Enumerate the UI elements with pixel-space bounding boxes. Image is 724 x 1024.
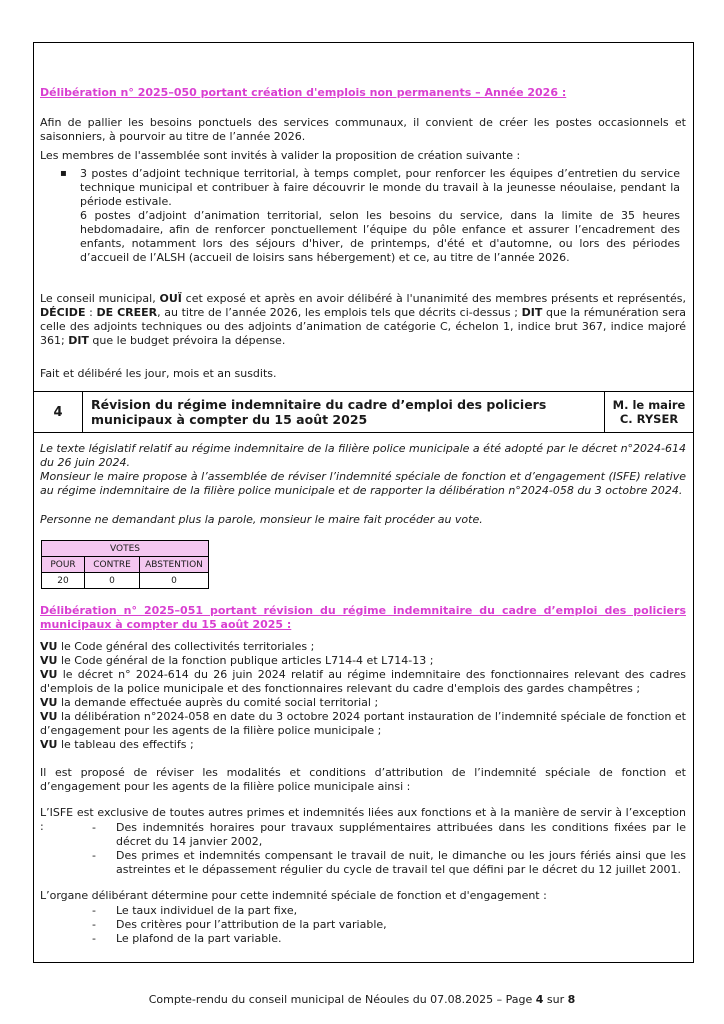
decision-text: Le conseil municipal, [40, 292, 160, 305]
vu-keyword: VU [40, 696, 58, 709]
decision-text: que le budget prévoira la dépense. [88, 334, 286, 347]
presenter-name: C. RYSER [619, 412, 679, 426]
criteria-text: Le plafond de la part variable. [116, 932, 282, 945]
bullet-2-text: 6 postes d’adjoint d’animation territorial, selon les besoins du service, dans la limite de 35 heures hebdomadaire, afin de renforcer ponctuellement l’équipe du pôle enfance et assurer l’encadrement des enfants, notamment lors des séjours d'hiver, de printemps, d'été et d'automne, ou lors des périodes d’accueil de l’ALSH (accueil de loisirs sans hébergement) et ce, au titre de l’année 2026. [80, 209, 680, 264]
bullet-icon: ▪ [60, 168, 67, 179]
dash-icon: - [92, 918, 96, 931]
vu-text: le Code général des collectivités territoriales ; [60, 640, 315, 653]
deliberation-050-paragraph-2: Les membres de l'assemblée sont invités à valider la proposition de création suivante : [40, 149, 521, 162]
exception-1-text: Des indemnités horaires pour travaux supplémentaires attribuées dans les conditions fixées par le décret du 14 janvier 2002, [116, 821, 686, 848]
table-row [42, 541, 209, 557]
votes-header: VOTES [42, 541, 209, 557]
decision-text: , au titre de l’année 2026, les emplois tels que décrits ci-dessus ; [157, 306, 522, 319]
exception-2-text: Des primes et indemnités compensant le travail de nuit, le dimanche ou les jours fériés ainsi que les astreintes et le dépassement régulier du cycle de travail tel que défini par le décret du 12 juillet 2001. [116, 849, 686, 876]
votes-label-pour: POUR [42, 557, 85, 573]
votes-value-contre: 0 [85, 573, 140, 589]
footer-text: Compte-rendu du conseil municipal de Néoules du 07.08.2025 – Page [148, 993, 536, 1006]
criteria-item-3 [92, 932, 616, 946]
vu-text: la délibération n°2024-058 en date du 3 octobre 2024 portant instauration de l’indemnité spéciale de fonction et d’engagement pour les agents de la filière police municipale ; [40, 710, 686, 737]
criteria-item-1 [92, 904, 616, 918]
decision-text: cet exposé et après en avoir délibéré à l'unanimité des membres présents et représentés, [181, 292, 686, 305]
decision-text: que la rémunération sera celle des adjoints techniques ou des adjoints d’animation de catégorie C, échelon 1, indice brut 367, indice majoré 361; [40, 306, 686, 347]
deliberation-051-paragraph-1: Il est proposé de réviser les modalités et conditions d’attribution de l’indemnité spéciale de fonction et d’engagement pour les agents de la filière police municipale ainsi : [40, 766, 686, 793]
vu-list [40, 640, 686, 752]
posts-list [60, 167, 680, 265]
votes-table [41, 540, 209, 589]
list-item [40, 668, 686, 696]
exception-2 [92, 849, 686, 877]
list-item [40, 640, 686, 654]
criteria-text: Des critères pour l’attribution de la part variable, [116, 918, 387, 931]
decision-keyword: OUÏ [159, 292, 182, 305]
list-item [40, 696, 686, 710]
section-presenter [605, 392, 693, 432]
deliberation-050-paragraph-1: Afin de pallier les besoins ponctuels des services communaux, il convient de créer les postes occasionnels et saisonniers, à pourvoir au titre de l’année 2026. [40, 116, 686, 143]
deliberation-051-paragraph-3: L’organe délibérant détermine pour cette indemnité spéciale de fonction et d'engagement : [40, 889, 547, 902]
deliberation-050-closing: Fait et délibéré les jour, mois et an susdits. [40, 367, 277, 380]
dash-icon: - [92, 821, 96, 834]
vu-keyword: VU [40, 668, 58, 681]
page-footer [0, 993, 724, 1006]
deliberation-050-decision [40, 292, 686, 348]
dash-icon: - [92, 849, 96, 862]
list-item [80, 209, 680, 265]
table-row [42, 557, 209, 573]
decision-keyword: DIT [68, 334, 89, 347]
vu-text: le décret n° 2024-614 du 26 juin 2024 relatif au régime indemnitaire des fonctionnaires relevant des cadres d'emplois de la police municipale et des fonctionnaires relevant du cadre d'emplois des gardes champêtres ; [40, 668, 686, 695]
criteria-text: Le taux individuel de la part fixe, [116, 904, 298, 917]
footer-page-total: 8 [567, 993, 576, 1006]
section-4-header [33, 391, 694, 433]
table-row [42, 573, 209, 589]
footer-text: sur [543, 993, 568, 1006]
intro-paragraph-2: Monsieur le maire propose à l’assemblée de réviser l’indemnité spéciale de fonction et d’engagement (ISFE) relative au régime indemnitaire de la filière police municipale et de rapporter la délibération n°2024-058 du 3 octobre 2024. [40, 470, 686, 497]
list-item [60, 167, 680, 209]
vu-text: le Code général de la fonction publique articles L714-4 et L714-13 ; [60, 654, 434, 667]
deliberation-051-heading: Délibération n° 2025–051 portant révision du régime indemnitaire du cadre d’emploi des policiers municipaux à compter du 15 août 2025 : [40, 604, 686, 631]
list-item [40, 654, 686, 668]
deliberation-050-heading: Délibération n° 2025–050 portant création d'emplois non permanents – Année 2026 : [40, 86, 567, 99]
section-title: Révision du régime indemnitaire du cadre d’emploi des policiers municipaux à compter du 15 août 2025 [83, 392, 605, 432]
decision-keyword: DE CREER [96, 306, 158, 319]
presenter-role: M. le maire [612, 398, 686, 412]
section-number: 4 [34, 392, 83, 432]
intro-paragraph-3: Personne ne demandant plus la parole, monsieur le maire fait procéder au vote. [40, 513, 483, 526]
decision-keyword: DIT [521, 306, 543, 319]
votes-label-abstention: ABSTENTION [140, 557, 209, 573]
votes-label-contre: CONTRE [85, 557, 140, 573]
votes-value-pour: 20 [42, 573, 85, 589]
vu-keyword: VU [40, 738, 58, 751]
deliberation-051-paragraph-2: L’ISFE est exclusive de toutes autres primes et indemnités liées aux fonctions et à la manière de servir à l’exception : [40, 806, 686, 833]
list-item [40, 710, 686, 738]
vu-text: le tableau des effectifs ; [60, 738, 194, 751]
bullet-1-text: 3 postes d’adjoint technique territorial, à temps complet, pour renforcer les équipes d’entretien du service technique municipal et contribuer à faire découvrir le monde du travail à la jeunesse néoulaise, pendant la période estivale. [80, 167, 680, 208]
votes-value-abstention: 0 [140, 573, 209, 589]
vu-keyword: VU [40, 710, 58, 723]
vu-text: la demande effectuée auprès du comité social territorial ; [60, 696, 379, 709]
decision-keyword: DÉCIDE [40, 306, 86, 319]
footer-page-number: 4 [535, 993, 544, 1006]
exception-1 [92, 821, 686, 849]
intro-paragraph-1: Le texte législatif relatif au régime indemnitaire de la filière police municipale a été adopté par le décret n°2024-614 du 26 juin 2024. [40, 442, 686, 469]
list-item [40, 738, 686, 752]
dash-icon: - [92, 932, 96, 945]
criteria-item-2 [92, 918, 616, 932]
vu-keyword: VU [40, 640, 58, 653]
dash-icon: - [92, 904, 96, 917]
decision-text: : [85, 306, 97, 319]
vu-keyword: VU [40, 654, 58, 667]
